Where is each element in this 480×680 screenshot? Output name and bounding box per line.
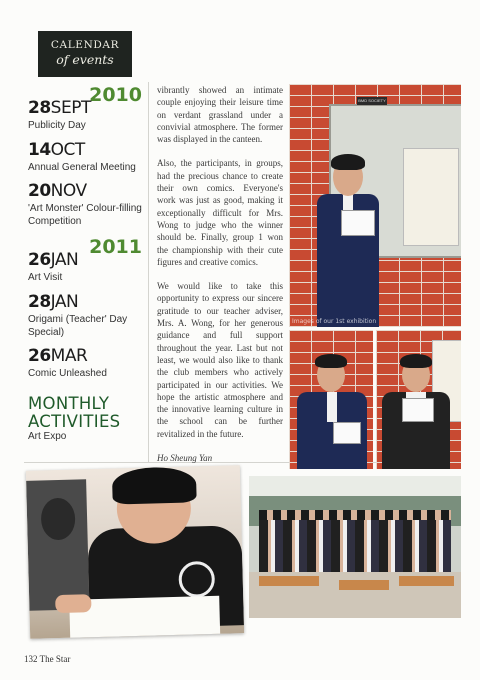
column-divider: [148, 82, 149, 462]
event-item: [28, 98, 146, 132]
page-footer: 132 The Star: [24, 654, 71, 664]
banner-subtitle: of events: [56, 52, 114, 67]
monthly-activities-heading: MONTHLY ACTIVITIES: [28, 394, 121, 431]
photo-student-exhibition: [289, 84, 461, 327]
event-date: 26JAN: [28, 250, 79, 270]
photo-student-right: [376, 330, 461, 469]
event-date: 28JAN: [28, 292, 79, 312]
event-item: [28, 346, 146, 380]
monthly-activities-desc: Art Expo: [28, 431, 67, 442]
event-date: 20NOV: [28, 181, 87, 201]
photo-caption: Images of our 1st exhibition: [292, 318, 377, 325]
photo-group-classroom: [249, 476, 461, 618]
event-date: 14OCT: [28, 140, 85, 160]
event-desc: Origami (Teacher' Day Special): [28, 314, 128, 338]
club-sign: BMD SOCIETY: [358, 98, 386, 103]
event-desc: Publicity Day: [28, 120, 86, 131]
photo-student-drawing: [26, 465, 244, 639]
year-label: 2010: [89, 84, 142, 106]
event-item: [28, 140, 146, 174]
event-desc: Annual General Meeting: [28, 162, 136, 173]
event-item: [28, 181, 146, 228]
event-item: [28, 250, 146, 284]
article-paragraph: vibrantly showed an intimate couple enjoying their leisure time on verdant grassland under a convivial atmosphere. The former was displayed in the canteen.: [157, 85, 283, 145]
article-body: [157, 84, 283, 464]
event-desc: Art Visit: [28, 272, 63, 283]
article-paragraph: Also, the participants, in groups, had the precious chance to create their own comics. Everyone's work was just as good, making it exceptionally difficult for Mrs. Wong to judge who the winner should be. Finally, group 1 won the championship with their cute figures and creative comics.: [157, 158, 283, 267]
article-paragraph: We would like to take this opportunity to express our sincere gratitude to our teacher adviser, Mrs. A. Wong, for her generous guidance and full support throughout the year. Last but not least, we would also like to thank the club members who actively participated in our activities. We hope the artistic atmosphere and the innovative learning culture in the school can be further revitalized in the future.: [157, 281, 283, 439]
event-date: 28SEPT: [28, 98, 91, 118]
event-desc: Comic Unleashed: [28, 368, 107, 379]
event-desc: 'Art Monster' Colour-filling Competition: [28, 203, 142, 227]
year-label: 2011: [89, 236, 142, 258]
poster: [403, 148, 459, 246]
article-signature: Ho Sheung Yan: [157, 453, 213, 464]
calendar-banner: [38, 31, 132, 77]
event-item: [28, 292, 146, 339]
event-date: 26MAR: [28, 346, 88, 366]
photo-student-left: [289, 330, 373, 469]
banner-title: CALENDAR: [50, 39, 120, 51]
